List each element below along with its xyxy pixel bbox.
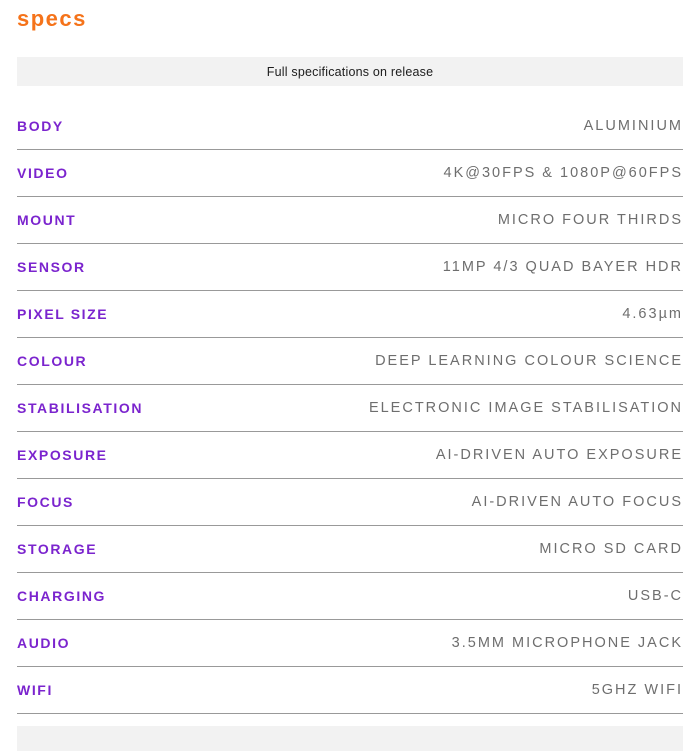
release-banner	[17, 57, 683, 86]
spec-row	[17, 338, 683, 385]
spec-label: SENSOR	[17, 259, 86, 275]
spec-table	[17, 103, 683, 714]
spec-label: STORAGE	[17, 541, 98, 557]
spec-row	[17, 291, 683, 338]
content-area	[17, 0, 683, 714]
spec-value: 4K@30FPS & 1080P@60FPS	[443, 165, 683, 181]
spec-row	[17, 479, 683, 526]
spec-value: ALUMINIUM	[583, 118, 683, 134]
spec-value: 4.63µm	[622, 306, 683, 322]
spec-value: DEEP LEARNING COLOUR SCIENCE	[375, 353, 683, 369]
spec-row	[17, 244, 683, 291]
specs-logo: specs	[17, 6, 87, 31]
spec-label: BODY	[17, 118, 64, 134]
spec-label: EXPOSURE	[17, 447, 108, 463]
spec-row	[17, 526, 683, 573]
spec-value: ELECTRONIC IMAGE STABILISATION	[368, 400, 683, 416]
spec-row	[17, 150, 683, 197]
spec-value: AI-DRIVEN AUTO FOCUS	[471, 494, 683, 510]
spec-label: FOCUS	[17, 494, 74, 510]
spec-label: PIXEL SIZE	[17, 306, 109, 322]
spec-row	[17, 385, 683, 432]
spec-value: MICRO FOUR THIRDS	[497, 212, 683, 228]
spec-row	[17, 573, 683, 620]
spec-row	[17, 620, 683, 667]
spec-value: MICRO SD CARD	[539, 541, 683, 557]
spec-value: 5GHZ WIFI	[591, 682, 683, 698]
spec-row	[17, 432, 683, 479]
spec-label: STABILISATION	[17, 400, 144, 416]
spec-label: COLOUR	[17, 353, 88, 369]
spec-label: VIDEO	[17, 165, 69, 181]
spec-value: 11MP 4/3 QUAD BAYER HDR	[442, 259, 683, 275]
spec-value: AI-DRIVEN AUTO EXPOSURE	[435, 447, 683, 463]
spec-label: CHARGING	[17, 588, 107, 604]
spec-row	[17, 103, 683, 150]
spec-label: WIFI	[17, 682, 53, 698]
release-banner-text: Full specifications on release	[266, 64, 434, 79]
spec-label: MOUNT	[17, 212, 77, 228]
next-section-banner	[17, 726, 683, 751]
spec-value: 3.5MM MICROPHONE JACK	[451, 635, 683, 651]
spec-row	[17, 197, 683, 244]
spec-row	[17, 667, 683, 714]
spec-value: USB-C	[627, 588, 683, 604]
spec-label: AUDIO	[17, 635, 71, 651]
